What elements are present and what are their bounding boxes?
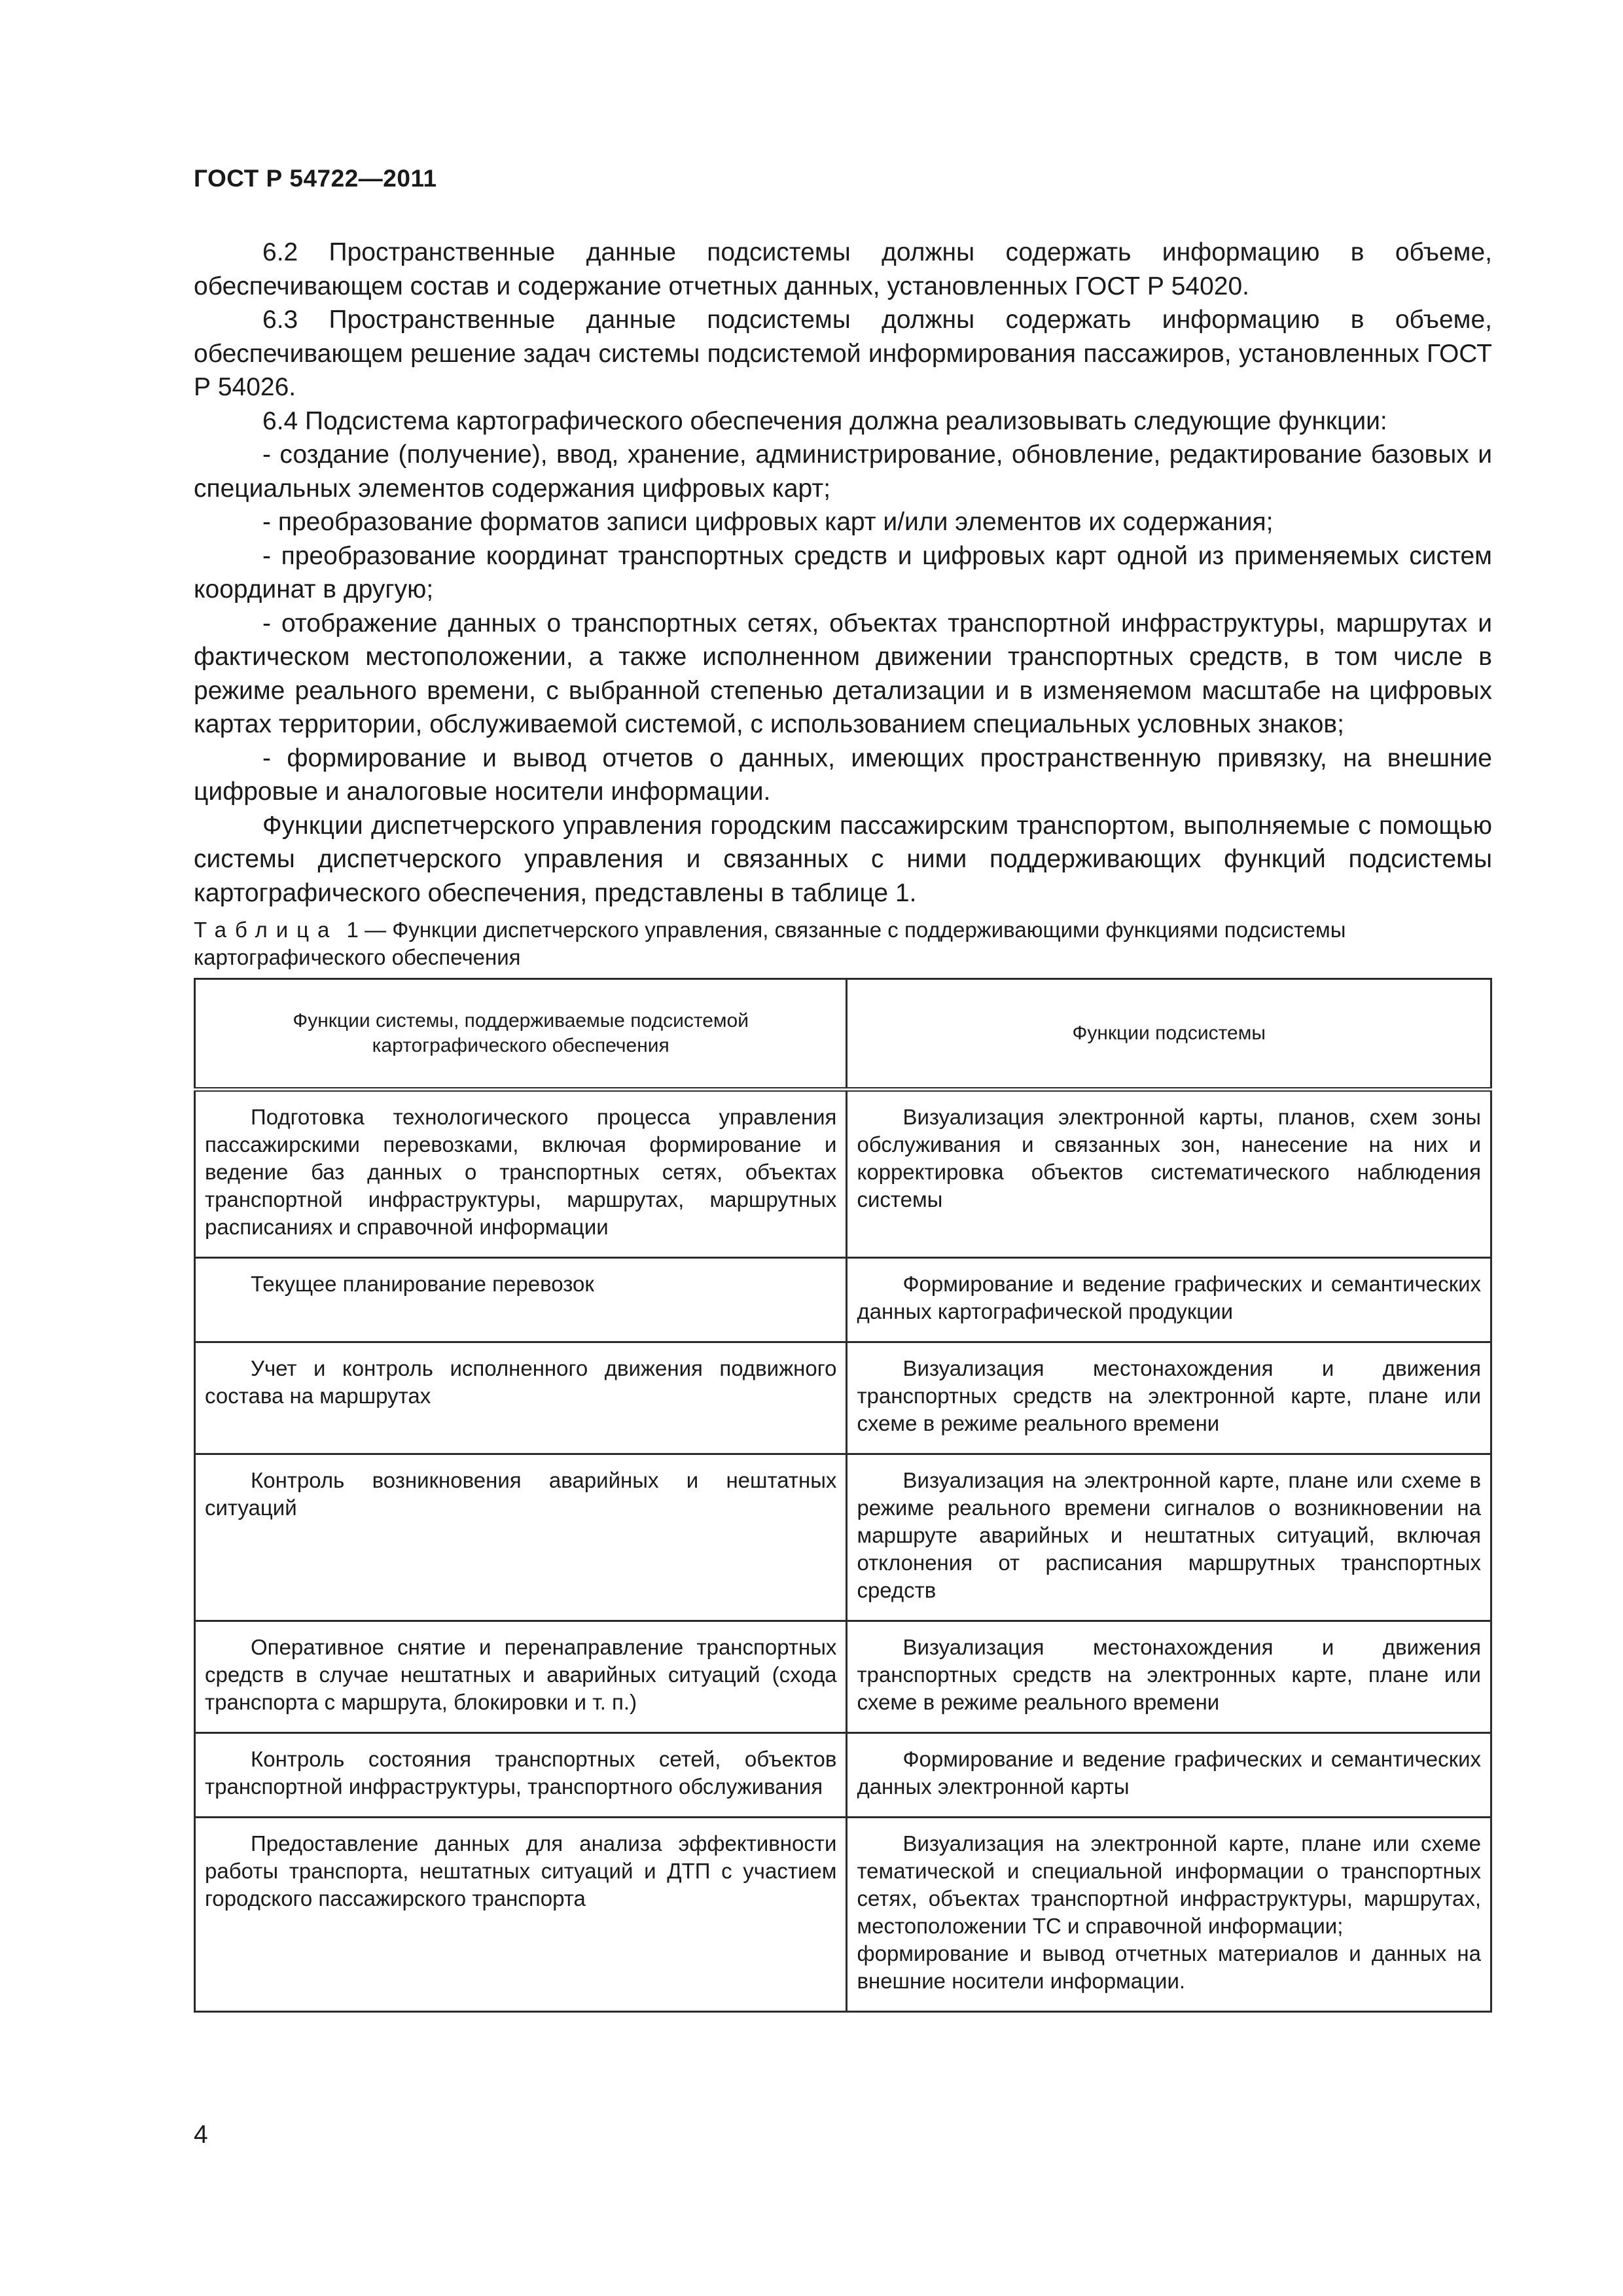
cell-text: Визуализация местонахождения и движения транспортных средств на электронной карте, плане или схеме в режиме реального времени bbox=[857, 1356, 1481, 1435]
cell-text: Формирование и ведение графических и семантических данных картографической продукции bbox=[857, 1272, 1481, 1323]
paragraph: 6.2 Пространственные данные подсистемы должны содержать информацию в объеме, обеспечивающем состав и содержание отчетных данных, установленных ГОСТ Р 54020. bbox=[194, 238, 1492, 300]
page-number: 4 bbox=[194, 2121, 208, 2149]
table-cell bbox=[195, 1818, 847, 2012]
cell-text: Контроль состояния транспортных сетей, объектов транспортной инфраструктуры, транспортного обслуживания bbox=[205, 1747, 837, 1799]
table-cell bbox=[847, 1454, 1491, 1621]
list-item: - преобразование координат транспортных средств и цифровых карт одной из применяемых систем координат в другую; bbox=[194, 541, 1492, 603]
cell-text: Предоставление данных для анализа эффективности работы транспорта, нештатных ситуаций и ДТП с участием городского пассажирского транспорта bbox=[205, 1831, 837, 1910]
table-caption-text: 1 — Функции диспетчерского управления, связанные с поддерживающими функциями подсистемы картографического обеспечения bbox=[194, 918, 1346, 969]
document-code-header: ГОСТ Р 54722—2011 bbox=[194, 165, 437, 192]
list-item: - создание (получение), ввод, хранение, администрирование, обновление, редактирование базовых и специальных элементов содержания цифровых карт; bbox=[194, 440, 1492, 503]
cell-text: Учет и контроль исполненного движения подвижного состава на маршрутах bbox=[205, 1356, 837, 1408]
cell-text: формирование и вывод отчетных материалов и данных на внешние носители информации. bbox=[857, 1941, 1481, 1993]
cell-text: Текущее планирование перевозок bbox=[251, 1272, 594, 1296]
table-cell bbox=[847, 1258, 1491, 1342]
table-cell bbox=[195, 1342, 847, 1454]
table-cell bbox=[847, 1090, 1491, 1258]
table-cell bbox=[847, 1733, 1491, 1818]
cell-text: Визуализация электронной карты, планов, схем зоны обслуживания и связанных зон, нанесение на них и корректировка объектов систематического наблюдения системы bbox=[857, 1105, 1481, 1211]
table-row bbox=[195, 1090, 1491, 1258]
cell-text: Визуализация местонахождения и движения транспортных средств на электронных карте, плане или схеме в режиме реального времени bbox=[857, 1635, 1481, 1714]
table-row bbox=[195, 1454, 1491, 1621]
cell-text: Формирование и ведение графических и семантических данных электронной карты bbox=[857, 1747, 1481, 1799]
functions-table bbox=[194, 978, 1492, 2013]
table-header-row bbox=[195, 979, 1491, 1090]
table-cell bbox=[195, 1258, 847, 1342]
list-item: - формирование и вывод отчетов о данных, имеющих пространственную привязку, на внешние цифровые и аналоговые носители информации. bbox=[194, 744, 1492, 806]
table-row bbox=[195, 1258, 1491, 1342]
table-row bbox=[195, 1818, 1491, 2012]
table-row bbox=[195, 1621, 1491, 1733]
table-cell bbox=[195, 1090, 847, 1258]
body-text bbox=[194, 236, 1492, 910]
paragraph: 6.4 Подсистема картографического обеспечения должна реализовывать следующие функции: bbox=[262, 406, 1387, 435]
paragraph: 6.3 Пространственные данные подсистемы должны содержать информацию в объеме, обеспечивающем решение задач системы подсистемой информирования пассажиров, установленных ГОСТ Р 54026. bbox=[194, 306, 1492, 401]
table-cell bbox=[195, 1733, 847, 1818]
table-row bbox=[195, 1342, 1491, 1454]
table-cell bbox=[847, 1818, 1491, 2012]
table-row bbox=[195, 1733, 1491, 1818]
cell-text: Контроль возникновения аварийных и нештатных ситуаций bbox=[205, 1468, 837, 1520]
list-item: - преобразование форматов записи цифровых карт и/или элементов их содержания; bbox=[262, 508, 1274, 536]
list-item: - отображение данных о транспортных сетях, объектах транспортной инфраструктуры, маршрутах и фактическом местоположении, а также исполненном движении транспортных средств, в том числе в режиме реального времени, с выбранной степенью детализации и в изменяемом масштабе на цифровых картах территории, обслуживаемой системой, с использованием специальных условных знаков; bbox=[194, 609, 1492, 738]
cell-text: Визуализация на электронной карте, плане или схеме тематической и специальной информации о транспортных сетях, объектах транспортной инфраструктуры, маршрутах, местоположении ТС и справочной информации; bbox=[857, 1831, 1481, 1938]
table-cell bbox=[847, 1342, 1491, 1454]
table-cell bbox=[195, 1621, 847, 1733]
cell-text: Оперативное снятие и перенаправление транспортных средств в случае нештатных и аварийных ситуаций (схода транспорта с маршрута, блокировки и т. п.) bbox=[205, 1635, 837, 1714]
table-cell bbox=[847, 1621, 1491, 1733]
table-caption bbox=[194, 916, 1492, 971]
column-header-subsystem-functions: Функции подсистемы bbox=[847, 979, 1491, 1090]
table-cell bbox=[195, 1454, 847, 1621]
cell-text: Подготовка технологического процесса управления пассажирскими перевозками, включая формирование и ведение баз данных о транспортных сетях, объектах транспортной инфраструктуры, маршрутах, маршрутных расписаниях и справочной информации bbox=[205, 1105, 837, 1239]
table-caption-label: Таблица bbox=[194, 918, 338, 942]
column-header-system-functions: Функции системы, поддерживаемые подсистемой картографического обеспечения bbox=[195, 979, 847, 1090]
paragraph: Функции диспетчерского управления городским пассажирским транспортом, выполняемые с помощью системы диспетчерского управления и связанных с ними поддерживающих функций подсистемы картографического обеспечения, представлены в таблице 1. bbox=[194, 811, 1492, 907]
cell-text: Визуализация на электронной карте, плане или схеме в режиме реального времени сигналов о возникновении на маршруте аварийных и нештатных ситуаций, включая отклонения от расписания маршрутных транспортных средств bbox=[857, 1468, 1481, 1602]
